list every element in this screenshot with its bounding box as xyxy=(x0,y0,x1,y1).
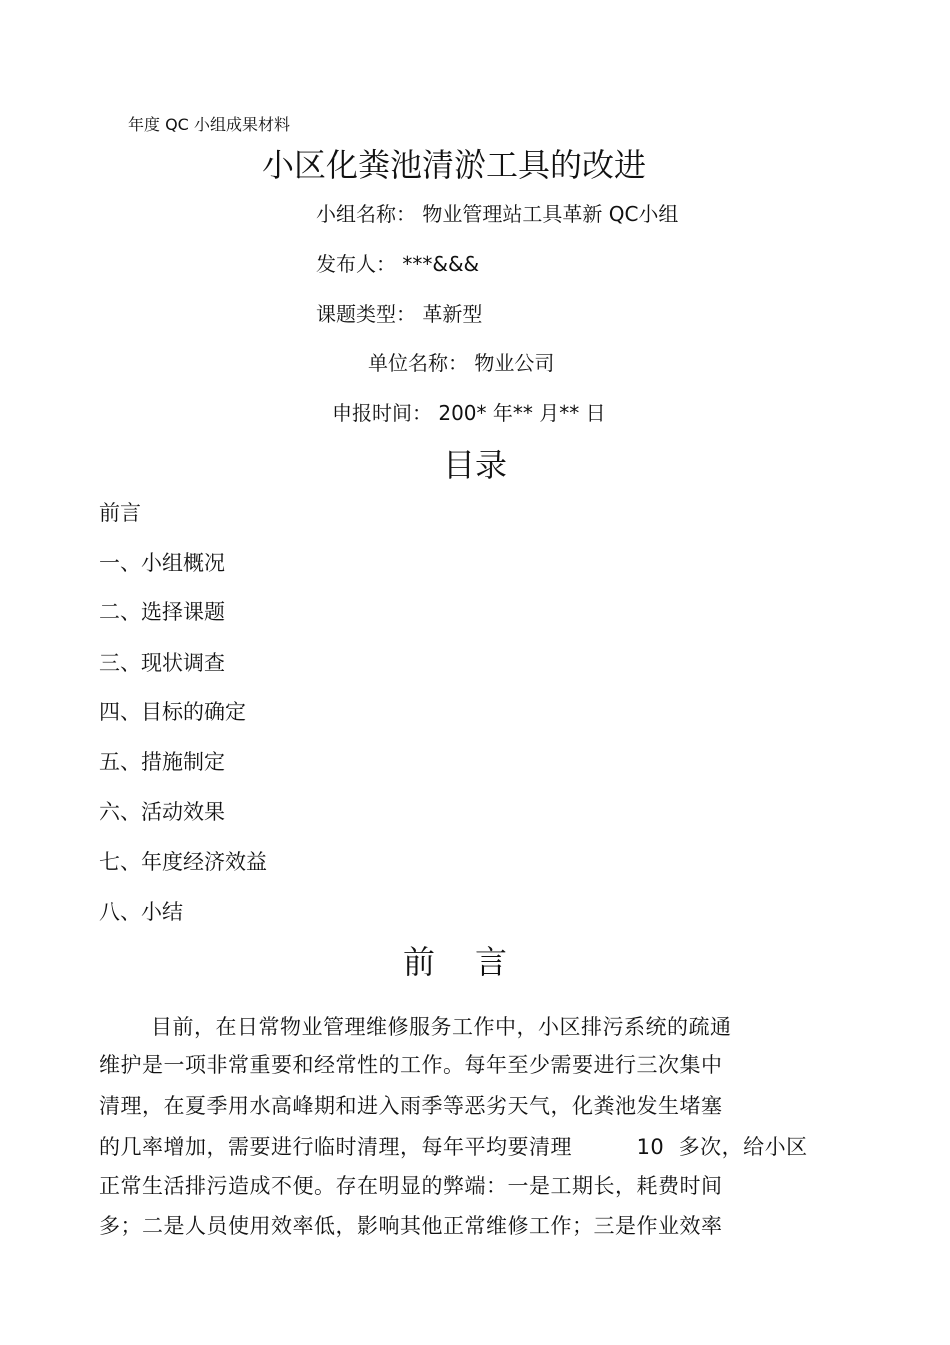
toc-item-group-overview: 一、小组概况 xyxy=(99,551,225,575)
toc-item-measures: 五、措施制定 xyxy=(99,750,225,774)
preface-line: 多；二是人员使用效率低，影响其他正常维修工作；三是作业效率 xyxy=(99,1214,723,1238)
preface-line: 目前，在日常物业管理维修服务工作中，小区排污系统的疏通 xyxy=(151,1015,732,1039)
info-group-name: 小组名称： 物业管理站工具革新 QC小组 xyxy=(316,202,679,226)
preface-title: 前言 xyxy=(402,943,547,981)
preface-line: 清理，在夏季用水高峰期和进入雨季等恶劣天气，化粪池发生堵塞 xyxy=(99,1094,723,1118)
toc-item-status-survey: 三、现状调查 xyxy=(99,651,225,675)
toc-item-effects: 六、活动效果 xyxy=(99,800,225,824)
toc-title: 目录 xyxy=(442,446,507,484)
header-note: 年度 QC 小组成果材料 xyxy=(128,115,290,134)
toc-item-economic-benefit: 七、年度经济效益 xyxy=(99,850,267,874)
preface-line: 正常生活排污造成不便。存在明显的弊端：一是工期长，耗费时间 xyxy=(99,1174,723,1198)
info-unit-name: 单位名称： 物业公司 xyxy=(368,351,555,375)
preface-line: 的几率增加，需要进行临时清理，每年平均要清理 10 多次，给小区 xyxy=(99,1135,808,1159)
document-title: 小区化粪池清淤工具的改进 xyxy=(261,146,646,184)
toc-item-target-setting: 四、目标的确定 xyxy=(99,700,246,724)
info-report-time: 申报时间： 200* 年** 月** 日 xyxy=(332,401,606,425)
info-topic-type: 课题类型： 革新型 xyxy=(316,302,483,326)
toc-item-preface: 前言 xyxy=(99,501,141,525)
preface-line: 维护是一项非常重要和经常性的工作。每年至少需要进行三次集中 xyxy=(99,1053,723,1077)
info-publisher: 发布人： ***&&& xyxy=(316,252,480,276)
toc-item-topic-selection: 二、选择课题 xyxy=(99,600,225,624)
toc-item-summary: 八、小结 xyxy=(99,900,183,924)
